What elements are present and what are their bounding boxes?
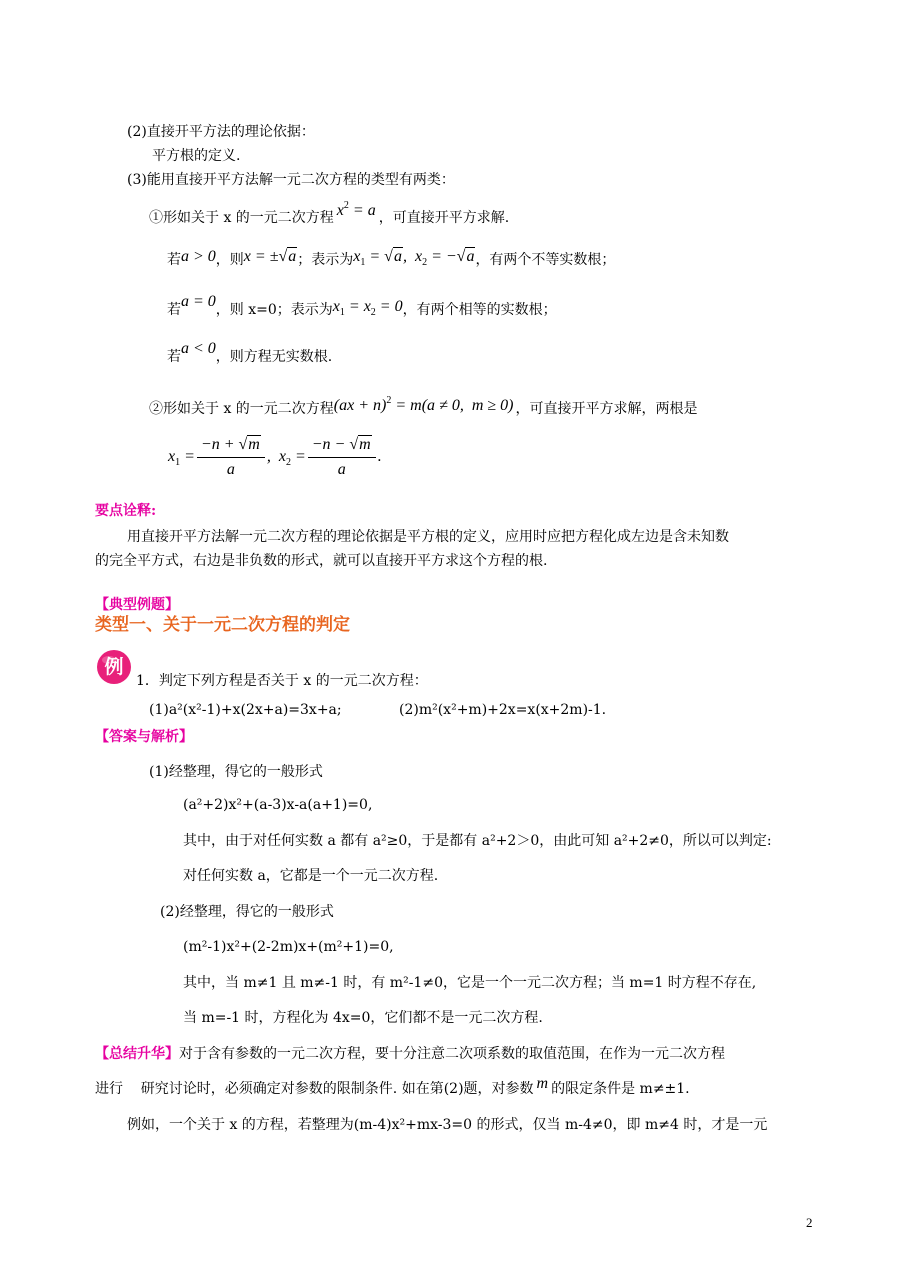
example-badge-char: 例 (104, 656, 124, 678)
line-a-positive: 若a > 0，则x = ±√a；表示为$x_1 = √a$, $x_2 = -√a$，有两个不等实数根； (167, 248, 616, 268)
typical-examples-title: 【典型例题】 (95, 597, 179, 613)
formula-two-roots: $x_1$ = $\frac{-n + √m}{a}$ , $x_2$ = $\frac{-n - √m}{a}$ . (168, 436, 382, 478)
answer-line-1: (1)经整理，得它的一般形式 (149, 764, 323, 780)
formula-x2-eq-a: $x^2 = a$ (336, 200, 376, 219)
example-1-question: 1．判定下列方程是否关于 x 的一元二次方程： (136, 673, 428, 689)
formula-x-pm-sqrt-a: x = ±√a (243, 248, 297, 265)
formula-a-gt-0: a > 0 (181, 248, 216, 265)
example-badge-icon (96, 647, 136, 687)
answer-line-2: (a²+2)x²+(a-3)x-a(a+1)=0, (183, 797, 373, 813)
formula-a-eq-0: a = 0 (181, 293, 216, 310)
summary-line-2: 进行 研究讨论时，必须确定对参数的限制条件. 如在第(2)题，对参数 m 的限定条件是 m≠±1. (95, 1075, 690, 1097)
key-points-text-2: 的完全平方式，右边是非负数的形式，就可以直接开平方求这个方程的根. (95, 553, 548, 569)
summary-line-1: 【总结升华】对于含有参数的一元二次方程，要十分注意二次项系数的取值范围，在作为一元二次方程 (95, 1046, 725, 1062)
answer-line-4: 对任何实数 a，它都是一个一元二次方程. (183, 868, 439, 884)
type-1-heading: 类型一、关于一元二次方程的判定 (95, 615, 350, 635)
key-points-text-1: 用直接开平方法解一元二次方程的理论依据是平方根的定义，应用时应把方程化成左边是含未知数 (127, 529, 729, 545)
formula-param-m: m (536, 1075, 549, 1092)
summary-line-3: 例如，一个关于 x 的方程，若整理为(m-4)x²+mx-3=0 的形式，仅当 m-4≠0，即 m≠4 时，才是一元 (127, 1117, 768, 1133)
example-1-equation-2: (2)m²(x²+m)+2x=x(x+2m)-1. (399, 702, 607, 718)
example-1-equation-1: (1)a²(x²-1)+x(2x+a)=3x+a; (149, 702, 342, 718)
answer-line-5: (2)经整理，得它的一般形式 (160, 904, 334, 920)
answer-title: 【答案与解析】 (95, 729, 193, 745)
summary-title: 【总结升华】 (95, 1046, 179, 1062)
formula-x1-eq-x2-eq-0: $x_1 = x_2 = 0$ (332, 298, 403, 318)
answer-line-6: (m²-1)x²+(2-2m)x+(m²+1)=0, (183, 939, 394, 955)
formula-ax-n-squared: (ax + n)$^2$ = m(a ≠ 0, m ≥ 0) (333, 395, 514, 414)
answer-line-8: 当 m=-1 时，方程化为 4x=0，它们都不是一元二次方程. (183, 1010, 543, 1026)
line-type-1: ①形如关于 x 的一元二次方程 $x^2 = a$ ，可直接开平方求解. (149, 200, 510, 226)
line-definition: 平方根的定义. (152, 148, 241, 164)
answer-line-7: 其中，当 m≠1 且 m≠-1 时，有 m²-1≠0，它是一个一元二次方程；当 m=1 时方程不存在, (183, 975, 757, 991)
formula-a-lt-0: a < 0 (181, 340, 216, 357)
page-number: 2 (806, 1215, 813, 1230)
line-theory-basis: (2)直接开平方法的理论依据： (127, 124, 315, 140)
line-type-2: ②形如关于 x 的一元二次方程(ax + n)$^2$ = m(a ≠ 0, m ≥ 0) ，可直接开平方求解，两根是 (149, 395, 698, 417)
line-two-types: (3)能用直接开平方法解一元二次方程的类型有两类： (127, 172, 455, 188)
line-a-zero: 若a = 0，则 x=0；表示为$x_1 = x_2 = 0$，有两个相等的实数根； (167, 293, 557, 318)
key-points-title: 要点诠释: (95, 503, 157, 519)
line-a-negative: 若a < 0，则方程无实数根. (167, 340, 333, 365)
answer-line-3: 其中，由于对任何实数 a 都有 a²≥0，于是都有 a²+2＞0，由此可知 a²+2≠0，所以可以判定: (183, 833, 772, 849)
formula-x1-x2-roots: $x_1 = √a$, $x_2 = -√a$ (353, 248, 475, 268)
